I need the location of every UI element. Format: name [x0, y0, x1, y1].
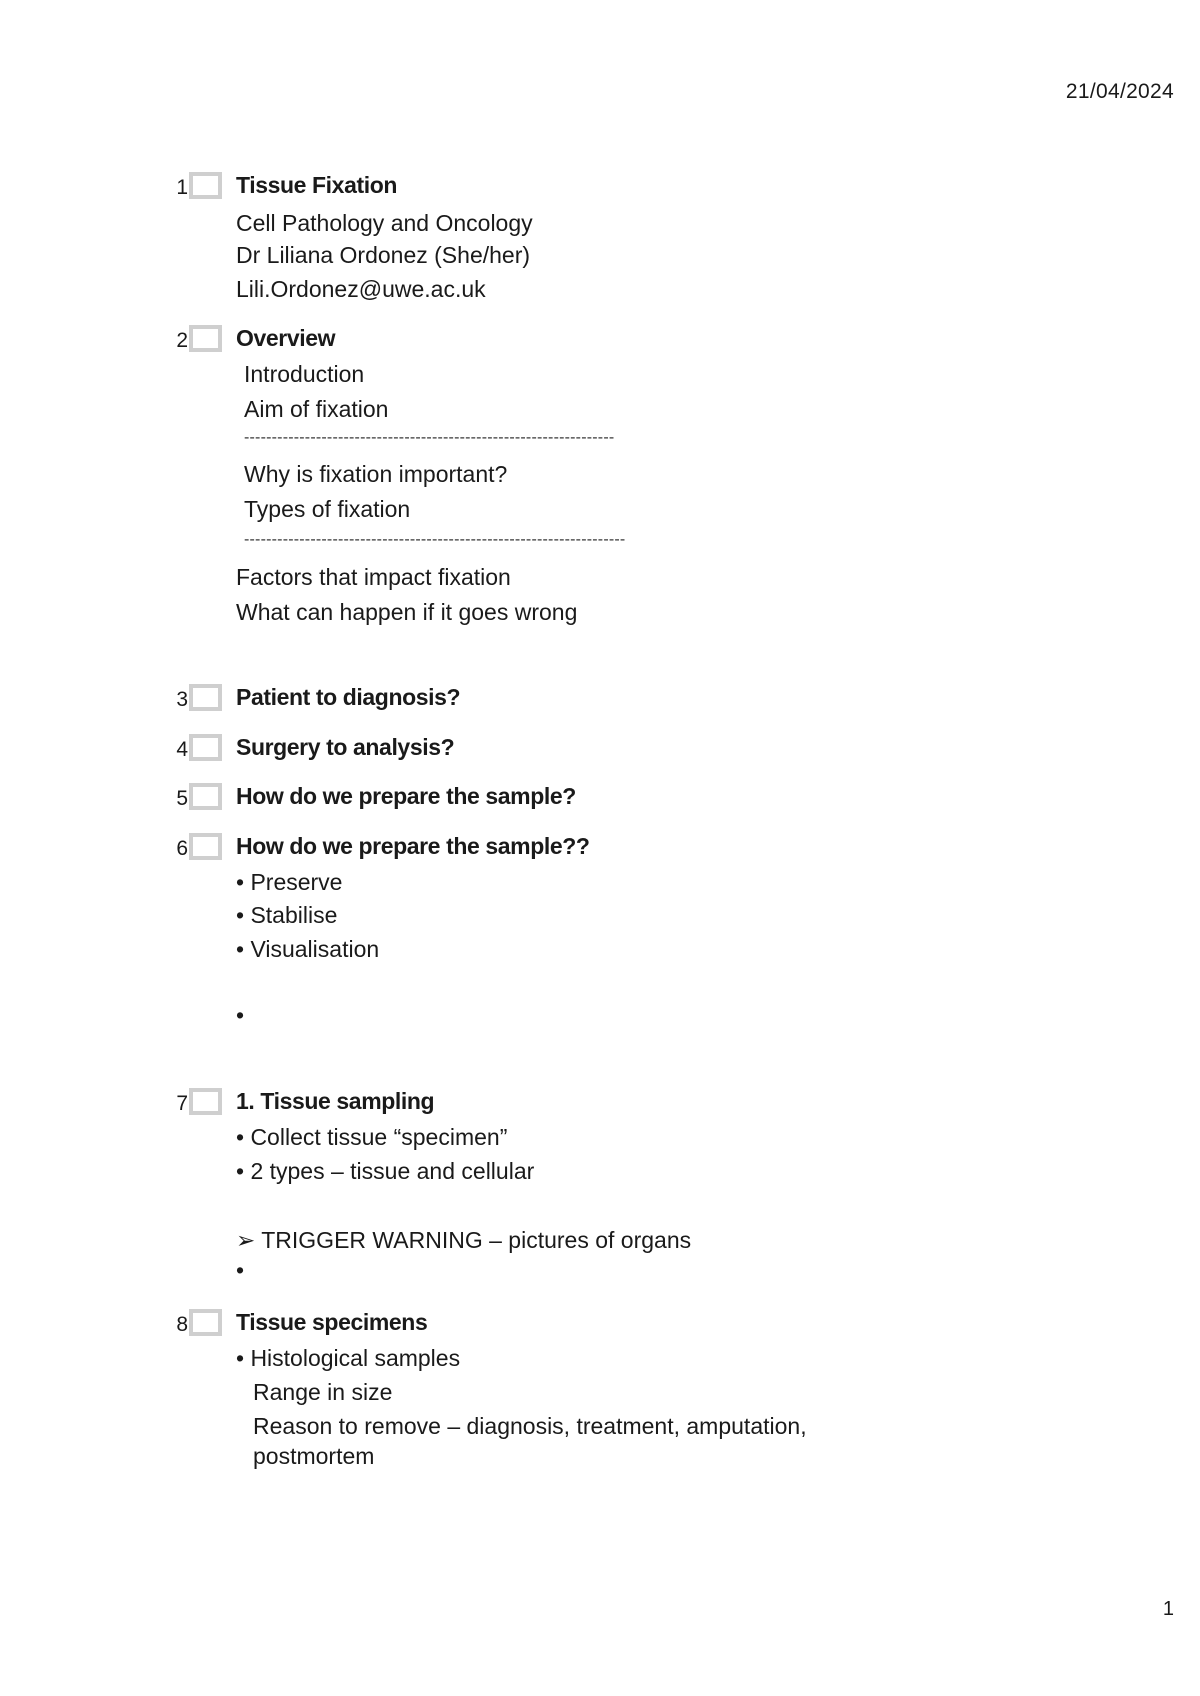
sub-item: Range in size: [253, 1379, 393, 1405]
slide-thumbnail[interactable]: [189, 783, 222, 810]
lecturer-name: Dr Liliana Ordonez (She/her): [236, 242, 531, 268]
course-name: Cell Pathology and Oncology: [236, 210, 533, 236]
slide-number: 8: [176, 1313, 188, 1336]
slide-number: 3: [176, 688, 188, 711]
separator-line: -------------------------------------------------------------------: [244, 429, 615, 446]
slide-thumbnail[interactable]: [189, 1309, 222, 1336]
sub-item-continuation: postmortem: [253, 1443, 375, 1469]
slide-title: How do we prepare the sample?: [236, 783, 576, 809]
slide-number: 1: [176, 176, 188, 199]
slide-title: How do we prepare the sample??: [236, 833, 590, 859]
sub-item: Reason to remove – diagnosis, treatment, amputation,: [253, 1413, 807, 1439]
bullet-item: •: [236, 1257, 245, 1283]
bullet-item: • Visualisation: [236, 936, 380, 962]
lecturer-email: Lili.Ordonez@uwe.ac.uk: [236, 276, 486, 302]
slide-number: 4: [176, 738, 188, 761]
slide-title: Overview: [236, 325, 336, 351]
slide-thumbnail[interactable]: [189, 172, 222, 199]
slide-thumbnail[interactable]: [189, 1088, 222, 1115]
bullet-item: •: [236, 1002, 245, 1028]
outline-item: Why is fixation important?: [244, 461, 508, 487]
bullet-item: • Stabilise: [236, 902, 338, 928]
print-date: 21/04/2024: [1065, 80, 1174, 103]
slide-thumbnail[interactable]: [189, 325, 222, 352]
page-number: 1: [1162, 1598, 1174, 1620]
trigger-warning: ➢ TRIGGER WARNING – pictures of organs: [236, 1227, 692, 1253]
outline-item: Introduction: [244, 361, 365, 387]
bullet-item: • Preserve: [236, 869, 343, 895]
slide-thumbnail[interactable]: [189, 833, 222, 860]
slide-title: Tissue Fixation: [236, 172, 398, 198]
slide-title: Patient to diagnosis?: [236, 684, 461, 710]
separator-line: ---------------------------------------------------------------------: [244, 531, 626, 548]
slide-title: Tissue specimens: [236, 1309, 428, 1335]
outline-item: Types of fixation: [244, 496, 411, 522]
slide-number: 5: [176, 787, 188, 810]
outline-item: What can happen if it goes wrong: [236, 599, 578, 625]
slide-number: 7: [176, 1092, 188, 1115]
slide-thumbnail[interactable]: [189, 684, 222, 711]
slide-thumbnail[interactable]: [189, 734, 222, 761]
bullet-item: • Histological samples: [236, 1345, 461, 1371]
bullet-item: • Collect tissue “specimen”: [236, 1124, 508, 1150]
slide-number: 6: [176, 837, 188, 860]
bullet-item: • 2 types – tissue and cellular: [236, 1158, 535, 1184]
slide-title: Surgery to analysis?: [236, 734, 455, 760]
slide-number: 2: [176, 329, 188, 352]
outline-item: Factors that impact fixation: [236, 564, 511, 590]
outline-item: Aim of fixation: [244, 396, 389, 422]
slide-title: 1. Tissue sampling: [236, 1088, 435, 1114]
